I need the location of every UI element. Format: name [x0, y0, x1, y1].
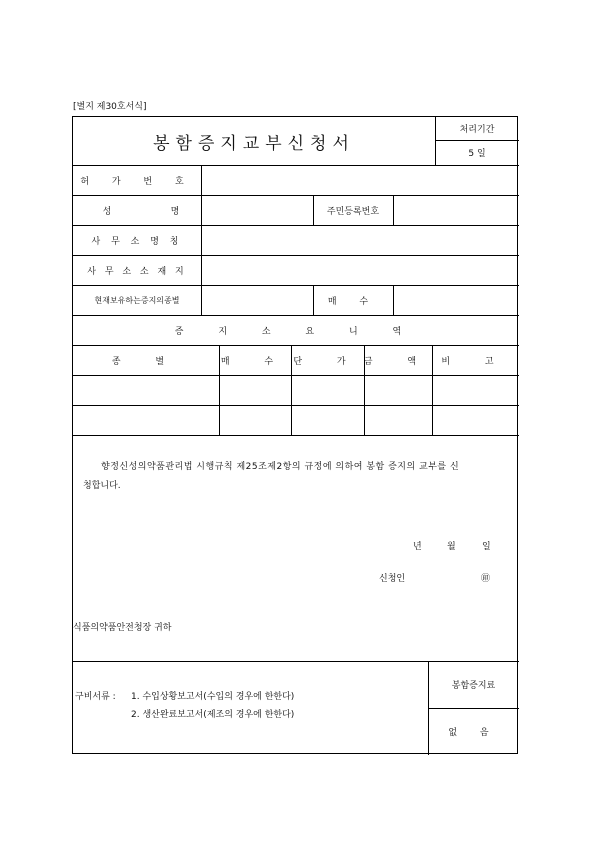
resident-number-field[interactable]: [394, 196, 518, 225]
office-name-label: 사 무 소 명 칭: [91, 236, 183, 247]
name-label-right: 명: [170, 206, 180, 217]
table-row-2-amount[interactable]: [365, 406, 432, 435]
resident-number-label: 주민등록번호: [326, 206, 380, 217]
date-day-label: 일: [482, 542, 491, 552]
table-row-2-type[interactable]: [73, 406, 219, 435]
col-header-note: 비 고: [441, 356, 510, 367]
seal-mark: ㊞: [481, 574, 491, 584]
held-stamp-qty-label: 매 수: [327, 296, 379, 307]
name-label-left: 성: [102, 206, 112, 217]
attachment-item-2: 2. 생산완료보고서(제조의 경우에 한한다): [131, 710, 295, 720]
permit-number-label: 허 가 번 호: [80, 176, 194, 187]
table-row-1-amount[interactable]: [365, 376, 432, 405]
col-header-qty: 매 수: [220, 356, 290, 367]
attachments-label: 구비서류 :: [75, 692, 116, 702]
application-form: [72, 116, 518, 754]
form-number-label: [별지 제30호서식]: [73, 102, 147, 112]
applicant-label: 신청인: [379, 574, 406, 584]
table-row-2-qty[interactable]: [220, 406, 291, 435]
table-row-1-unit-price[interactable]: [292, 376, 364, 405]
form-title: 봉함증지교부신청서: [153, 133, 355, 154]
statement-line-1: 향정신성의약품관리법 시행규칙 제25조제2항의 규정에 의하여 봉함 증지의 교부를 신: [101, 462, 460, 472]
table-row-1-type[interactable]: [73, 376, 219, 405]
required-stamps-heading: 증 지 소 요 니 역: [174, 326, 418, 337]
table-row-2-note[interactable]: [433, 406, 518, 435]
table-row-2-unit-price[interactable]: [292, 406, 364, 435]
col-header-unit-price: 단 가: [293, 356, 362, 367]
table-row-1-qty[interactable]: [220, 376, 291, 405]
date-month-label: 월: [447, 542, 456, 552]
name-field[interactable]: [202, 196, 312, 225]
processing-period-value: 5 일: [468, 149, 486, 159]
attachment-item-1: 1. 수입상황보고서(수입의 경우에 한한다): [131, 692, 295, 702]
date-year-label: 년: [413, 542, 422, 552]
table-row-1-note[interactable]: [433, 376, 518, 405]
applicant-signature-field[interactable]: [413, 570, 473, 589]
stamp-fee-value: 없 음: [448, 728, 499, 738]
stamp-fee-label: 봉함증지료: [451, 681, 496, 691]
office-name-field[interactable]: [202, 226, 518, 255]
statement-line-2: 청합니다.: [83, 481, 121, 491]
col-header-type: 종 별: [111, 356, 181, 367]
processing-period-label: 처리기간: [459, 125, 495, 135]
permit-number-field[interactable]: [202, 166, 518, 195]
office-address-label: 사 무 소 소 재 지: [87, 266, 187, 277]
addressee: 식품의약품안전청장 귀하: [73, 623, 172, 633]
held-stamp-type-label: 현재보유하는증지의종별: [94, 295, 180, 305]
held-stamp-type-field[interactable]: [202, 286, 312, 315]
held-stamp-qty-field[interactable]: [394, 286, 518, 315]
col-header-amount: 금 액: [363, 356, 433, 367]
office-address-field[interactable]: [202, 256, 518, 285]
